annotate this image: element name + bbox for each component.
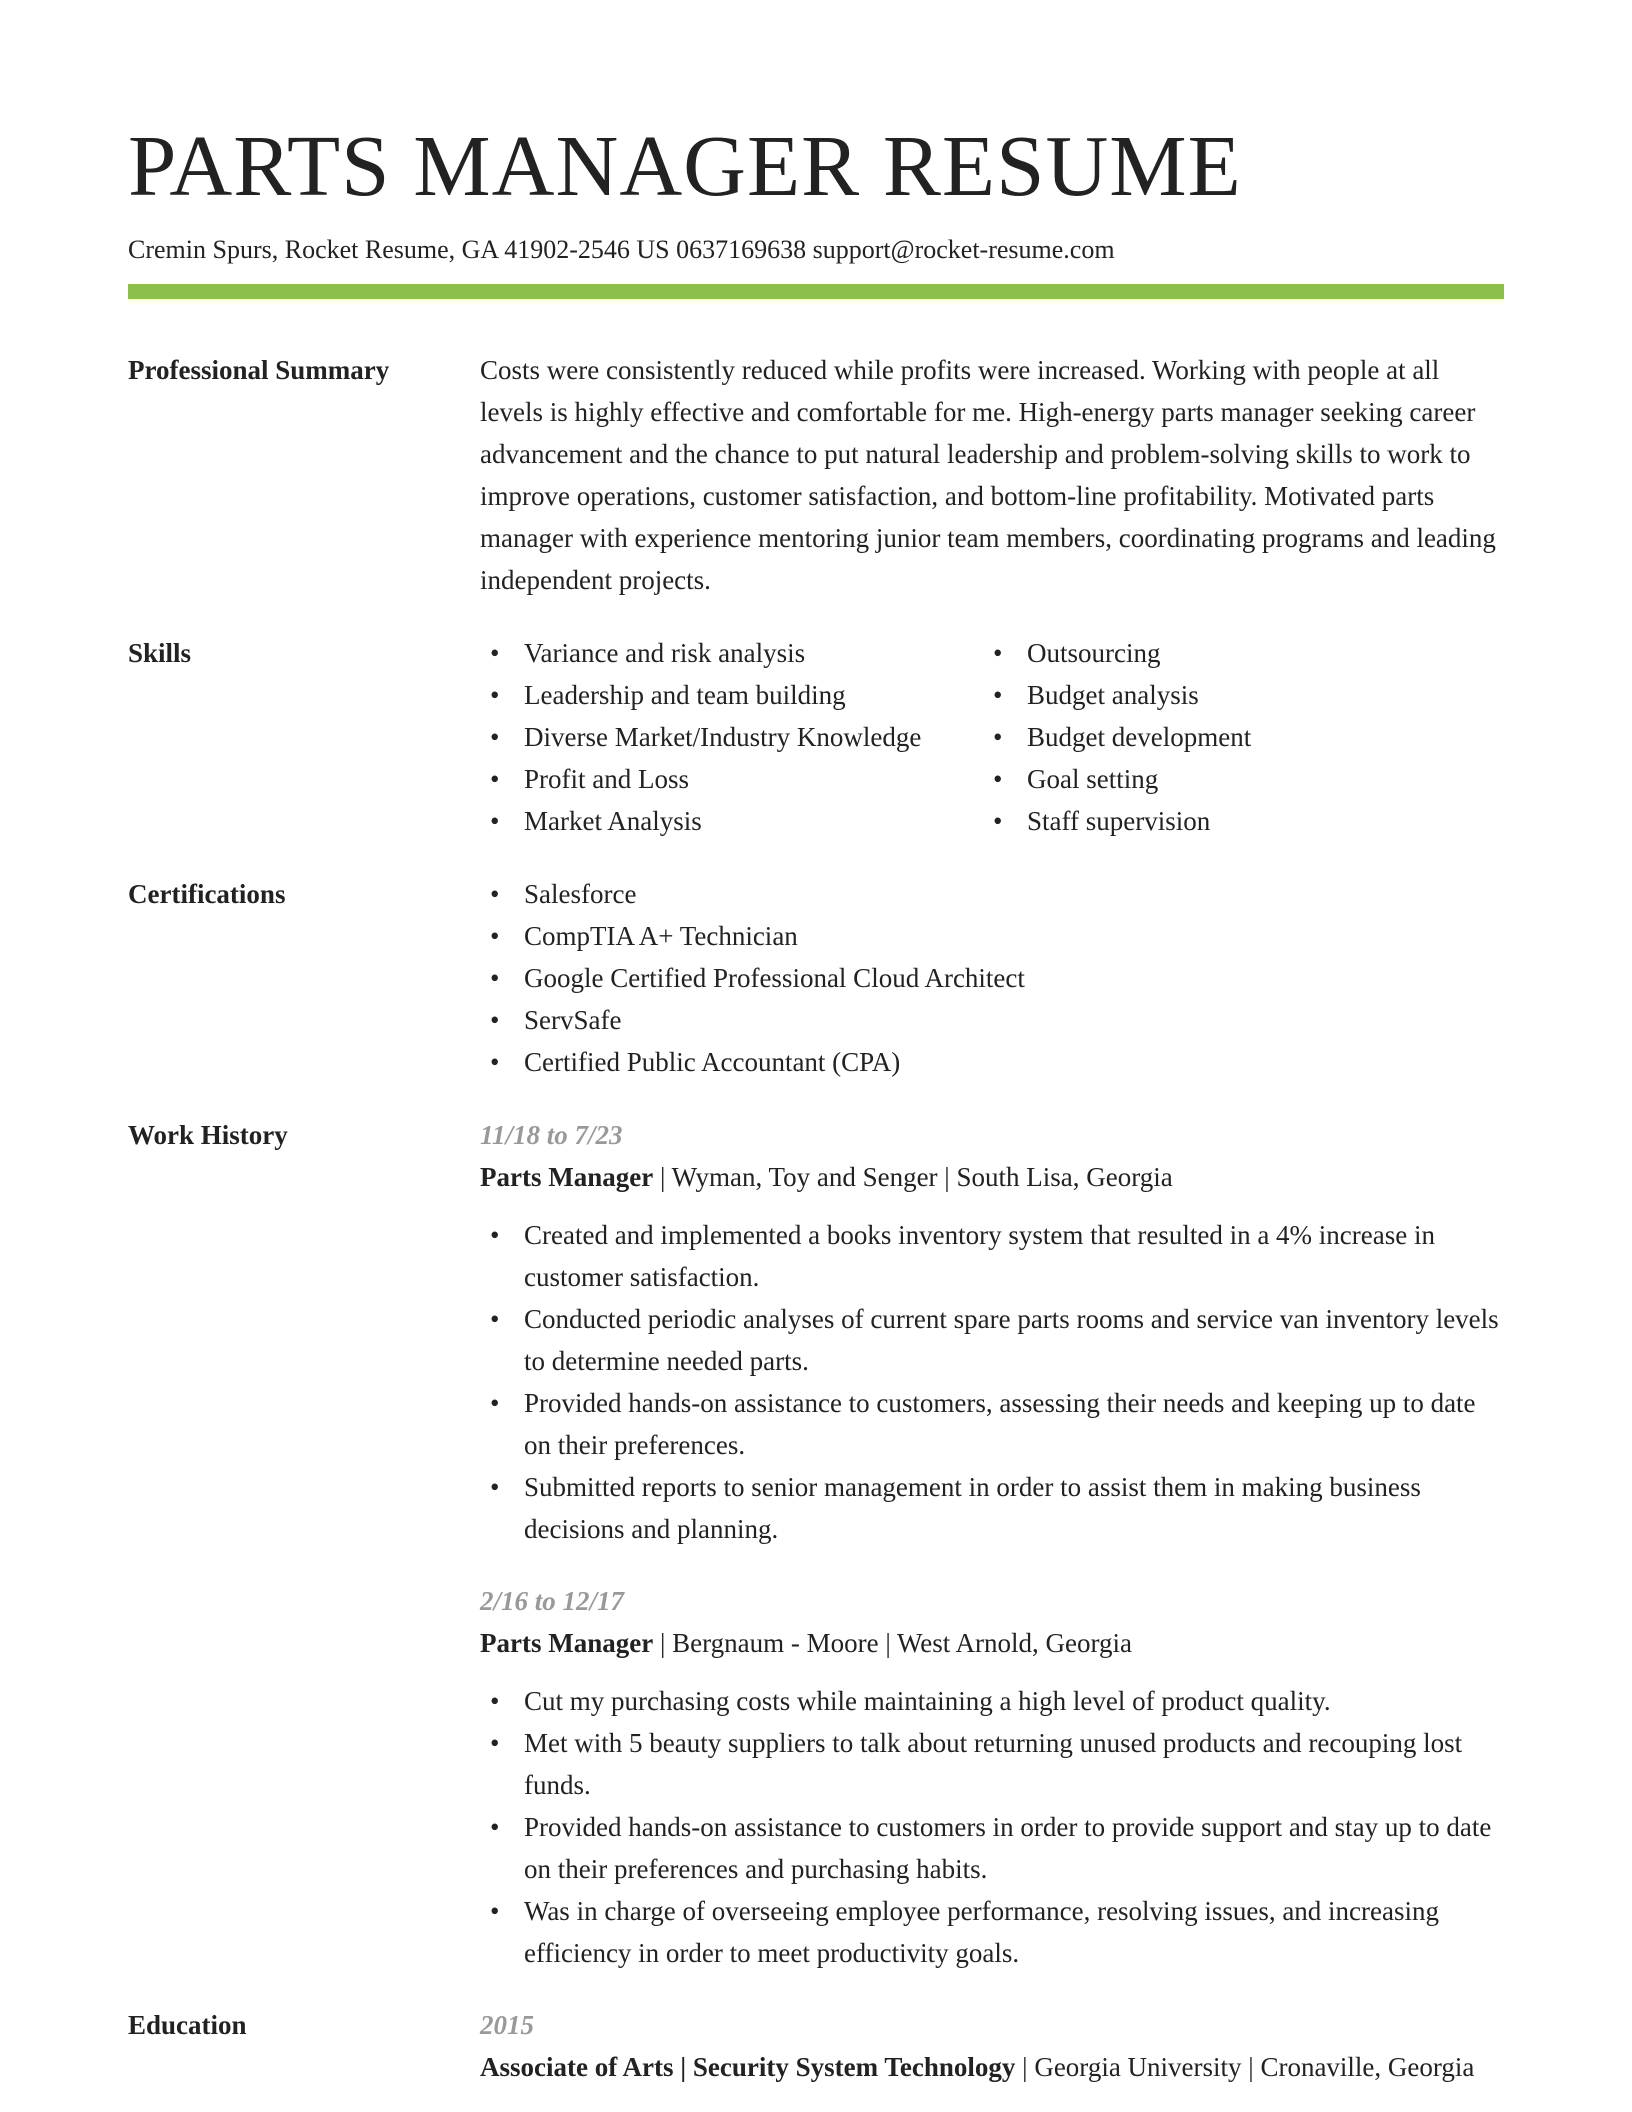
job-bullet: • Cut my purchasing costs while maintaining a high level of product quality. [480,1680,1504,1722]
skill-item: • Diverse Market/Industry Knowledge [480,716,983,758]
job-dates: 2/16 to 12/17 [480,1586,625,1616]
job-heading [480,1622,1504,1664]
education-year: 2015 [480,2010,534,2040]
job-bullet: • Created and implemented a books inventory system that resulted in a 4% increase in customer satisfaction. [480,1214,1504,1298]
education-details: | Georgia University | Cronaville, Georgia [1015,2052,1475,2082]
skills-column-2 [983,632,1251,842]
resume-title: PARTS MANAGER RESUME [128,117,1242,214]
work-history-body [480,1114,1504,1974]
certification-item: • ServSafe [480,999,1504,1041]
summary-section [128,349,1504,601]
job-bullet: • Submitted reports to senior management in order to assist them in making business decisions and planning. [480,1466,1504,1550]
certifications-body [480,873,1504,1083]
certification-item: • CompTIA A+ Technician [480,915,1504,957]
certifications-section [128,873,1504,1083]
education-body [480,2004,1504,2088]
skill-item: • Budget development [983,716,1251,758]
contact-line: Cremin Spurs, Rocket Resume, GA 41902-2546 US 0637169638 support@rocket-resume.com [128,235,1115,264]
skills-label: Skills [128,638,192,668]
job-entry [480,1580,1504,1974]
certifications-label: Certifications [128,879,286,909]
job-bullets [480,1214,1504,1550]
job-dates: 11/18 to 7/23 [480,1120,623,1150]
work-history-label: Work History [128,1120,288,1150]
skill-item: • Market Analysis [480,800,983,842]
skill-item: • Variance and risk analysis [480,632,983,674]
skill-item: • Leadership and team building [480,674,983,716]
certifications-list [480,873,1504,1083]
certification-item: • Salesforce [480,873,1504,915]
skill-item: • Goal setting [983,758,1251,800]
job-title: Parts Manager [480,1628,654,1658]
education-degree: Associate of Arts | Security System Technology [480,2052,1016,2082]
education-heading [480,2046,1504,2088]
skill-item: • Budget analysis [983,674,1251,716]
skills-section [128,632,1504,842]
skill-item: • Staff supervision [983,800,1251,842]
education-label: Education [128,2010,247,2040]
job-details: | Bergnaum - Moore | West Arnold, Georgia [653,1628,1133,1658]
job-bullet: • Provided hands-on assistance to customers, assessing their needs and keeping up to date on their preferences. [480,1382,1504,1466]
certification-item: • Certified Public Accountant (CPA) [480,1041,1504,1083]
skill-item: • Profit and Loss [480,758,983,800]
skills-list [480,632,1504,842]
skills-column-1 [480,632,983,842]
job-title: Parts Manager [480,1162,654,1192]
accent-divider [128,284,1504,299]
education-section [128,2004,1504,2088]
job-bullet: • Met with 5 beauty suppliers to talk about returning unused products and recouping lost funds. [480,1722,1504,1806]
job-bullet: • Was in charge of overseeing employee performance, resolving issues, and increasing efficiency in order to meet productivity goals. [480,1890,1504,1974]
job-heading [480,1156,1504,1198]
job-bullet: • Provided hands-on assistance to customers in order to provide support and stay up to date on their preferences and purchasing habits. [480,1806,1504,1890]
work-history-section [128,1114,1504,1974]
job-bullet: • Conducted periodic analyses of current spare parts rooms and service van inventory levels to determine needed parts. [480,1298,1504,1382]
skill-item: • Outsourcing [983,632,1251,674]
job-entry [480,1114,1504,1550]
summary-label: Professional Summary [128,355,390,385]
certification-item: • Google Certified Professional Cloud Architect [480,957,1504,999]
job-bullets [480,1680,1504,1974]
job-details: | Wyman, Toy and Senger | South Lisa, Georgia [653,1162,1173,1192]
summary-text: Costs were consistently reduced while profits were increased. Working with people at all levels is highly effective and comfortable for me. High-energy parts manager seeking career advancement and the chance to put natural leadership and problem-solving skills to work to improve operations, customer satisfaction, and bottom-line profitability. Motivated parts manager with experience mentoring junior team members, coordinating programs and leading independent projects. [480,355,1496,595]
